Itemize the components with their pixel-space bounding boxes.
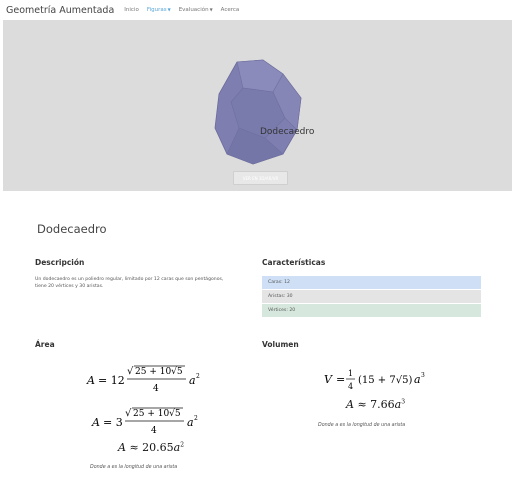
model-label: Dodecaedro [260,127,315,137]
characteristics-list [262,276,481,318]
svg-text:25 + 10√5: 25 + 10√5 [135,367,183,377]
area-formula-2 [90,402,220,440]
list-item-edges: Aristas: 30 [262,290,481,303]
svg-text:a: a [187,416,194,429]
dodecahedron-model[interactable] [203,58,313,168]
svg-text:A: A [87,374,95,387]
volume-note: Donde a es la longitud de una arista [318,423,406,428]
volume-approx-value: 7.66 [370,398,395,411]
svg-text:V: V [324,373,332,386]
svg-text:(15 + 7√5): (15 + 7√5) [358,375,413,386]
svg-text:= 3: = 3 [103,416,123,429]
nav-link-evaluacion[interactable] [179,7,213,13]
volume-formula-1 [322,365,432,395]
chevron-down-icon: ▼ [209,7,213,12]
area-formula-1 [85,360,215,398]
svg-text:√: √ [127,366,134,377]
volume-heading: Volumen [262,340,299,349]
volume-approx-formula: $A \approx 7.66a^3$ [346,398,406,411]
nav-link-acerca[interactable]: Acerca [220,7,240,13]
view-3d-button[interactable]: VER EN 3D/AR/VR [233,171,288,185]
svg-text:=: = [336,373,346,386]
model-viewer[interactable] [3,20,512,191]
svg-text:A: A [92,416,100,429]
nav-link-inicio[interactable]: Inicio [124,7,139,13]
svg-text:4: 4 [153,384,159,394]
list-item-faces: Caras: 12 [262,276,481,289]
area-approx-value: 20.65 [142,441,174,454]
page-title: Dodecaedro [37,222,107,236]
nav-link-figuras-label: Figuras [146,7,167,13]
svg-text:3: 3 [421,372,425,379]
characteristics-heading: Características [262,258,326,267]
description-text: Un dodecaedro es un poliedro regular, limitado por 12 caras que son pentágonos, tiene 20 vértices y 30 aristas. [35,277,224,289]
svg-text:4: 4 [348,382,354,391]
chevron-down-icon: ▼ [167,7,171,12]
svg-text:1: 1 [348,369,354,378]
description-heading: Descripción [35,258,85,267]
list-item-vertices: Vértices: 20 [262,304,481,317]
svg-text:a: a [414,373,421,386]
svg-text:a: a [189,374,196,387]
area-approx-formula: $A \approx 20.65a^2$ [118,441,185,454]
svg-text:= 12: = 12 [98,374,125,387]
svg-text:2: 2 [194,415,198,422]
svg-text:4: 4 [151,426,157,436]
nav-link-figuras[interactable] [147,7,171,13]
brand-logo[interactable]: Geometría Aumentada [6,4,115,16]
nav-link-evaluacion-label: Evaluación [178,7,209,13]
svg-text:2: 2 [196,373,200,380]
svg-text:25 + 10√5: 25 + 10√5 [133,409,181,419]
svg-text:√: √ [125,408,132,419]
navbar [0,0,515,20]
area-note: Donde a es la longitud de una arista [90,465,178,470]
area-heading: Área [35,340,55,349]
